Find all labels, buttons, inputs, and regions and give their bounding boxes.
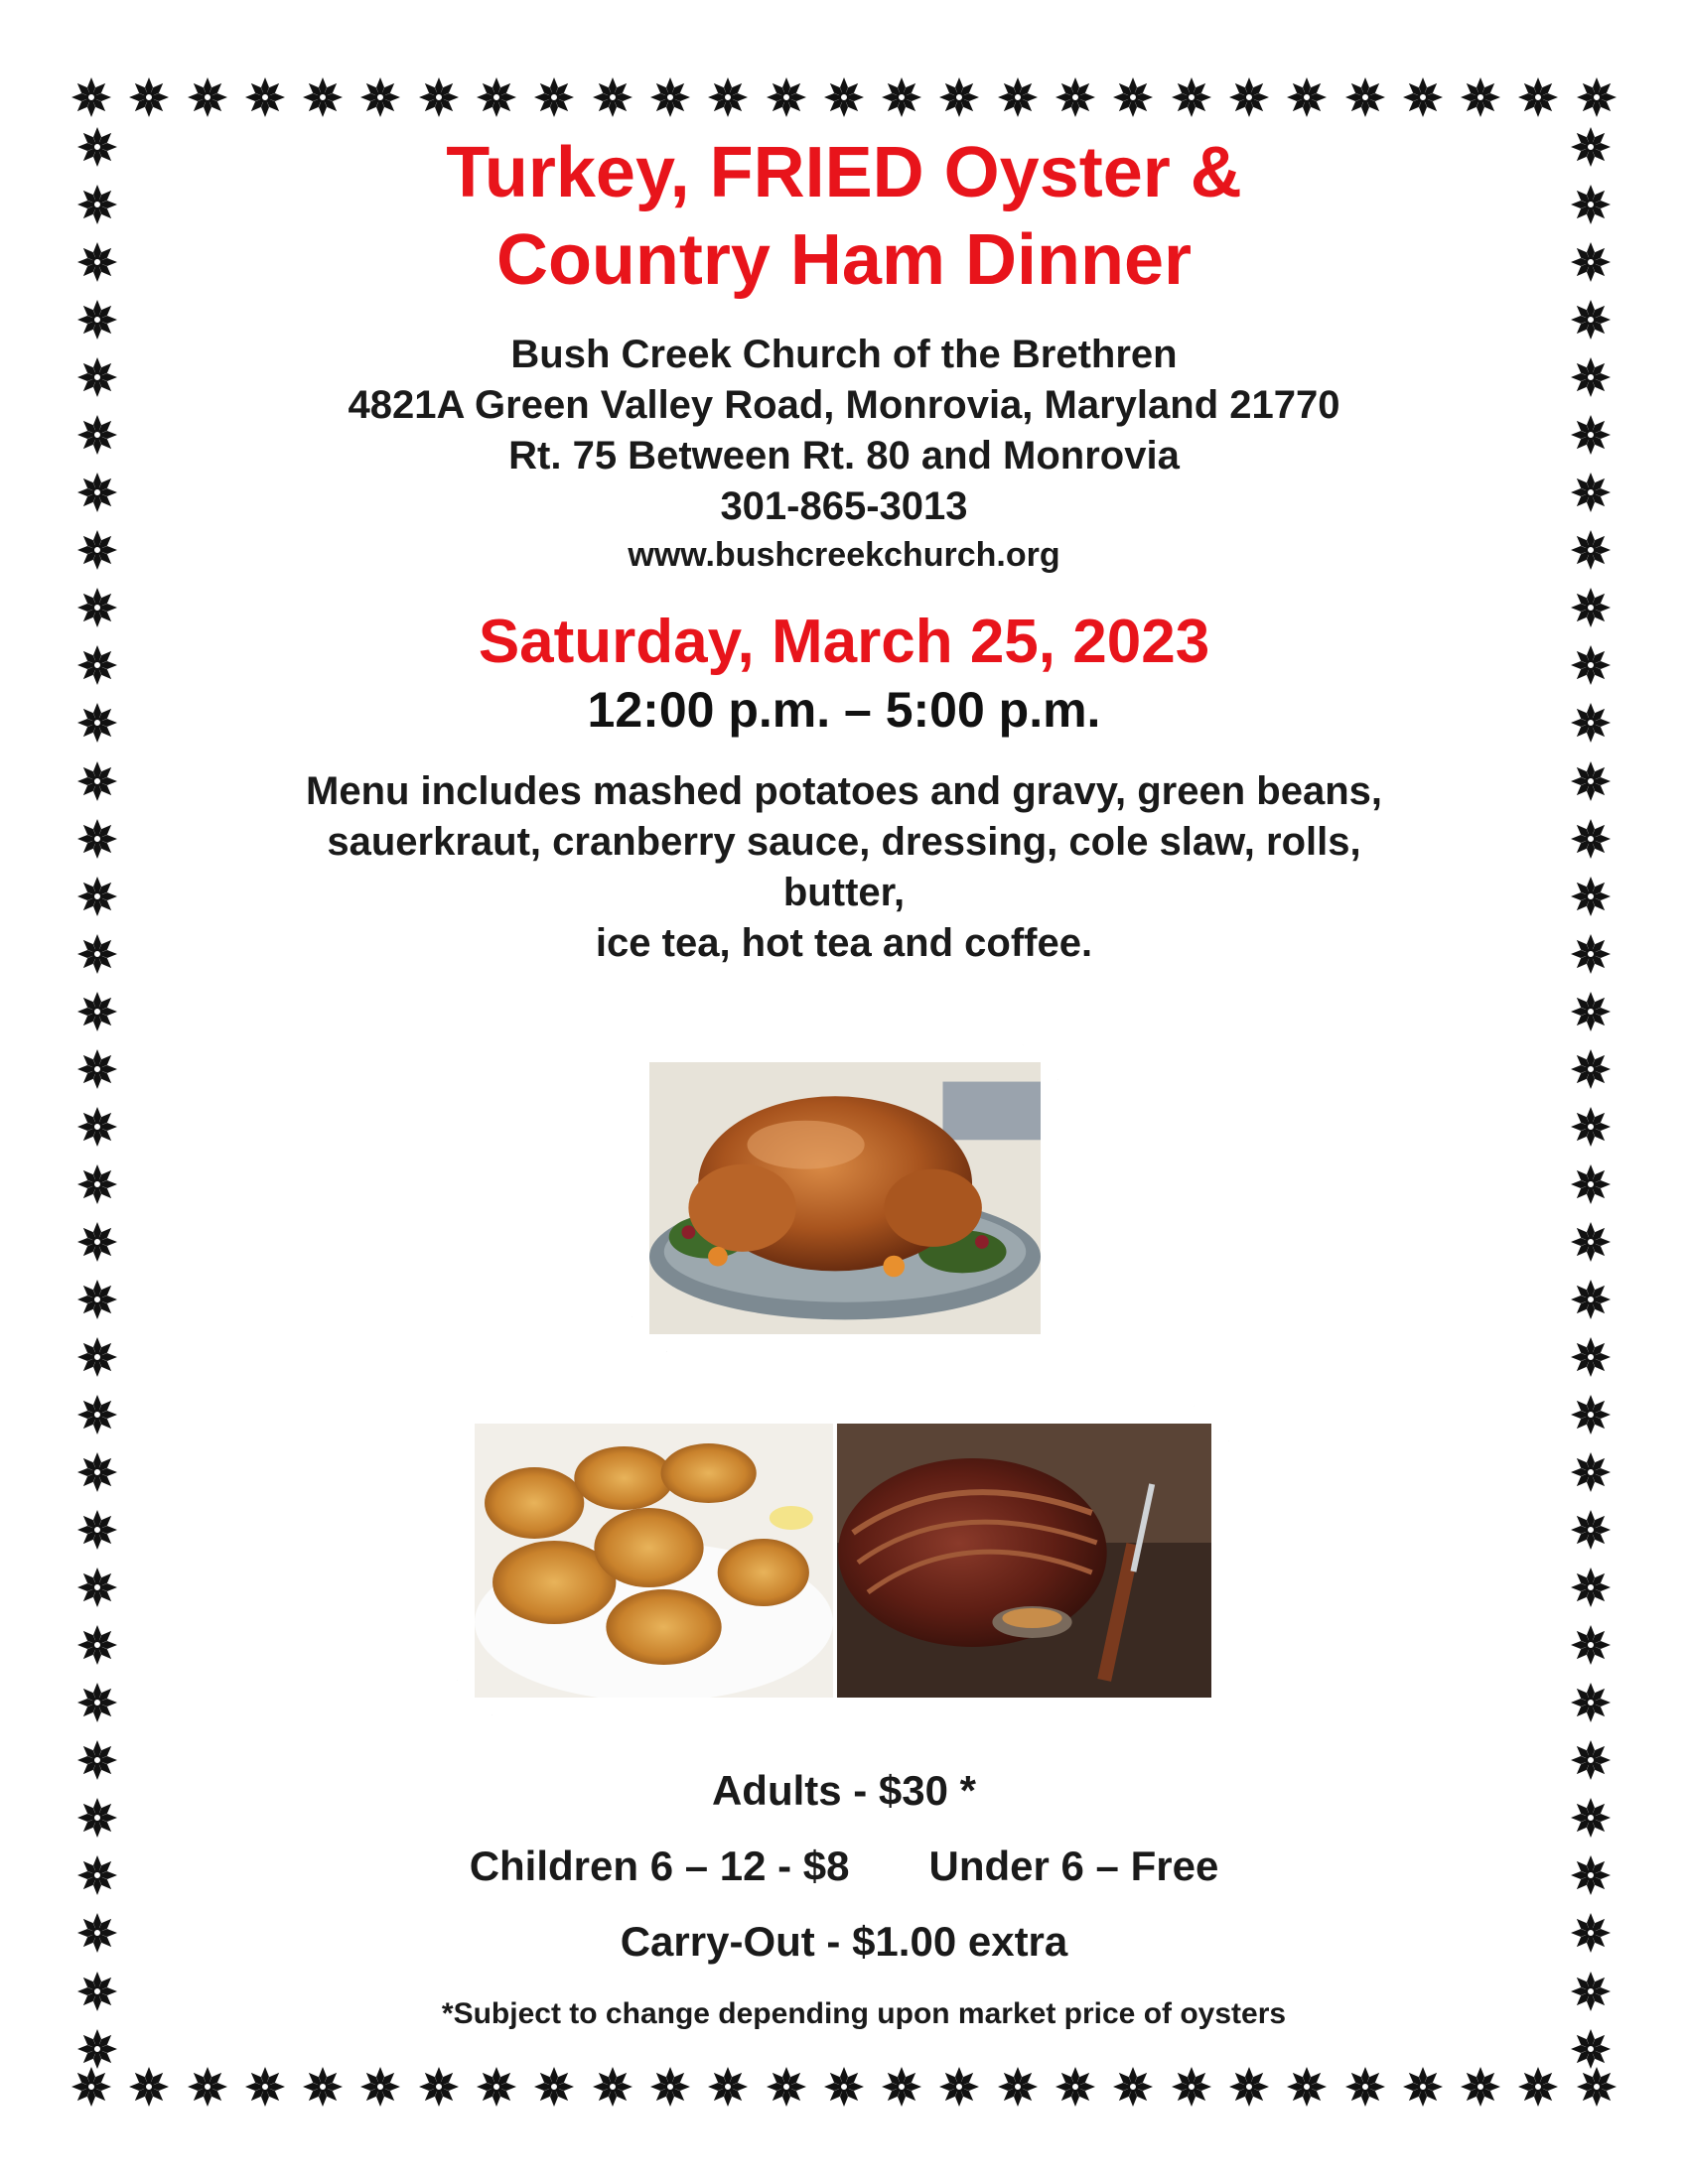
menu-line-2: sauerkraut, cranberry sauce, dressing, cole slaw, rolls, bbox=[327, 820, 1361, 864]
asterisk-flower-icon bbox=[1569, 413, 1613, 457]
asterisk-flower-icon bbox=[591, 2065, 634, 2109]
asterisk-flower-icon bbox=[75, 2027, 119, 2071]
asterisk-flower-icon bbox=[532, 75, 576, 119]
asterisk-flower-icon bbox=[591, 75, 634, 119]
asterisk-flower-icon bbox=[880, 2065, 923, 2109]
asterisk-flower-icon bbox=[1569, 298, 1613, 341]
price-carry-out: Carry-Out - $1.00 extra bbox=[620, 1918, 1068, 1965]
asterisk-flower-icon bbox=[358, 75, 402, 119]
asterisk-flower-icon bbox=[1569, 1105, 1613, 1149]
asterisk-flower-icon bbox=[880, 75, 923, 119]
asterisk-flower-icon bbox=[822, 2065, 866, 2109]
asterisk-flower-icon bbox=[765, 2065, 808, 2109]
title-line-1: Turkey, FRIED Oyster & bbox=[446, 133, 1242, 212]
asterisk-flower-icon bbox=[75, 759, 119, 803]
asterisk-flower-icon bbox=[1569, 1681, 1613, 1724]
asterisk-flower-icon bbox=[75, 1335, 119, 1379]
oyster-ham-photo bbox=[457, 1406, 1229, 1715]
asterisk-flower-icon bbox=[1516, 2065, 1560, 2109]
asterisk-flower-icon bbox=[75, 471, 119, 514]
asterisk-flower-icon bbox=[1569, 183, 1613, 226]
asterisk-flower-icon bbox=[1516, 75, 1560, 119]
asterisk-flower-icon bbox=[1569, 586, 1613, 629]
asterisk-flower-icon bbox=[1054, 2065, 1097, 2109]
asterisk-flower-icon bbox=[1569, 817, 1613, 861]
church-name: Bush Creek Church of the Brethren bbox=[510, 333, 1178, 376]
asterisk-flower-icon bbox=[1569, 240, 1613, 284]
asterisk-flower-icon bbox=[1569, 1566, 1613, 1609]
asterisk-flower-icon bbox=[186, 75, 229, 119]
asterisk-flower-icon bbox=[75, 586, 119, 629]
asterisk-flower-icon bbox=[75, 1220, 119, 1264]
address: 4821A Green Valley Road, Monrovia, Maryland 21770 bbox=[348, 383, 1340, 427]
asterisk-flower-icon bbox=[75, 1508, 119, 1552]
phone: 301-865-3013 bbox=[720, 484, 968, 528]
asterisk-flower-icon bbox=[937, 2065, 981, 2109]
asterisk-flower-icon bbox=[1569, 1335, 1613, 1379]
asterisk-flower-icon bbox=[75, 1566, 119, 1609]
asterisk-flower-icon bbox=[1227, 75, 1271, 119]
asterisk-flower-icon bbox=[1575, 2065, 1618, 2109]
asterisk-flower-icon bbox=[301, 75, 345, 119]
asterisk-flower-icon bbox=[1569, 1623, 1613, 1667]
asterisk-flower-icon bbox=[1285, 2065, 1329, 2109]
asterisk-flower-icon bbox=[1569, 759, 1613, 803]
asterisk-flower-icon bbox=[301, 2065, 345, 2109]
asterisk-flower-icon bbox=[127, 75, 171, 119]
asterisk-flower-icon bbox=[1401, 75, 1445, 119]
asterisk-flower-icon bbox=[1343, 75, 1387, 119]
asterisk-flower-icon bbox=[937, 75, 981, 119]
asterisk-flower-icon bbox=[75, 817, 119, 861]
asterisk-flower-icon bbox=[417, 75, 461, 119]
border-bottom bbox=[70, 2059, 1618, 2115]
asterisk-flower-icon bbox=[1285, 75, 1329, 119]
directions: Rt. 75 Between Rt. 80 and Monrovia bbox=[508, 434, 1180, 478]
asterisk-flower-icon bbox=[996, 2065, 1040, 2109]
asterisk-flower-icon bbox=[358, 2065, 402, 2109]
asterisk-flower-icon bbox=[75, 1105, 119, 1149]
asterisk-flower-icon bbox=[70, 75, 113, 119]
asterisk-flower-icon bbox=[1569, 1047, 1613, 1091]
asterisk-flower-icon bbox=[417, 2065, 461, 2109]
asterisk-flower-icon bbox=[706, 2065, 750, 2109]
event-time: 12:00 p.m. – 5:00 p.m. bbox=[587, 682, 1101, 738]
asterisk-flower-icon bbox=[1569, 1162, 1613, 1206]
asterisk-flower-icon bbox=[75, 1047, 119, 1091]
asterisk-flower-icon bbox=[75, 125, 119, 169]
asterisk-flower-icon bbox=[1569, 875, 1613, 918]
asterisk-flower-icon bbox=[765, 75, 808, 119]
flyer-content bbox=[149, 129, 1539, 969]
asterisk-flower-icon bbox=[1569, 1450, 1613, 1494]
asterisk-flower-icon bbox=[1111, 2065, 1155, 2109]
asterisk-flower-icon bbox=[648, 75, 692, 119]
asterisk-flower-icon bbox=[1569, 125, 1613, 169]
turkey-photo bbox=[632, 1044, 1058, 1352]
asterisk-flower-icon bbox=[822, 75, 866, 119]
asterisk-flower-icon bbox=[1569, 471, 1613, 514]
asterisk-flower-icon bbox=[75, 1162, 119, 1206]
asterisk-flower-icon bbox=[75, 528, 119, 572]
asterisk-flower-icon bbox=[1227, 2065, 1271, 2109]
asterisk-flower-icon bbox=[1569, 2027, 1613, 2071]
asterisk-flower-icon bbox=[75, 932, 119, 976]
asterisk-flower-icon bbox=[1569, 1220, 1613, 1264]
asterisk-flower-icon bbox=[1170, 75, 1213, 119]
price-adults: Adults - $30 * bbox=[711, 1767, 977, 1814]
asterisk-flower-icon bbox=[75, 701, 119, 745]
asterisk-flower-icon bbox=[1459, 2065, 1502, 2109]
asterisk-flower-icon bbox=[243, 75, 287, 119]
asterisk-flower-icon bbox=[648, 2065, 692, 2109]
asterisk-flower-icon bbox=[1569, 990, 1613, 1033]
asterisk-flower-icon bbox=[1569, 1393, 1613, 1436]
asterisk-flower-icon bbox=[75, 1450, 119, 1494]
asterisk-flower-icon bbox=[75, 298, 119, 341]
asterisk-flower-icon bbox=[1401, 2065, 1445, 2109]
asterisk-flower-icon bbox=[1569, 1508, 1613, 1552]
asterisk-flower-icon bbox=[75, 240, 119, 284]
asterisk-flower-icon bbox=[1569, 701, 1613, 745]
asterisk-flower-icon bbox=[532, 2065, 576, 2109]
asterisk-flower-icon bbox=[1054, 75, 1097, 119]
asterisk-flower-icon bbox=[1569, 528, 1613, 572]
menu-line-3: butter, bbox=[782, 871, 906, 914]
menu-line-4: ice tea, hot tea and coffee. bbox=[595, 921, 1093, 965]
asterisk-flower-icon bbox=[1569, 1278, 1613, 1321]
asterisk-flower-icon bbox=[1575, 75, 1618, 119]
asterisk-flower-icon bbox=[75, 1278, 119, 1321]
asterisk-flower-icon bbox=[186, 2065, 229, 2109]
asterisk-flower-icon bbox=[706, 75, 750, 119]
turkey-image bbox=[649, 1062, 1041, 1334]
website-link[interactable]: www.bushcreekchurch.org bbox=[628, 536, 1060, 574]
asterisk-flower-icon bbox=[475, 75, 518, 119]
price-children: Children 6 – 12 - $8 bbox=[469, 1843, 850, 1889]
border-top bbox=[70, 69, 1618, 125]
asterisk-flower-icon bbox=[75, 355, 119, 399]
price-children-row bbox=[0, 1843, 1688, 1890]
price-under-6: Under 6 – Free bbox=[928, 1843, 1219, 1889]
asterisk-flower-icon bbox=[1170, 2065, 1213, 2109]
asterisk-flower-icon bbox=[75, 875, 119, 918]
asterisk-flower-icon bbox=[75, 1681, 119, 1724]
menu-line-1: Menu includes mashed potatoes and gravy, green beans, bbox=[306, 769, 1382, 813]
asterisk-flower-icon bbox=[1569, 932, 1613, 976]
asterisk-flower-icon bbox=[1569, 355, 1613, 399]
asterisk-flower-icon bbox=[75, 643, 119, 687]
asterisk-flower-icon bbox=[70, 2065, 113, 2109]
asterisk-flower-icon bbox=[75, 183, 119, 226]
asterisk-flower-icon bbox=[1569, 643, 1613, 687]
asterisk-flower-icon bbox=[475, 2065, 518, 2109]
asterisk-flower-icon bbox=[75, 1393, 119, 1436]
asterisk-flower-icon bbox=[1111, 75, 1155, 119]
asterisk-flower-icon bbox=[996, 75, 1040, 119]
asterisk-flower-icon bbox=[127, 2065, 171, 2109]
asterisk-flower-icon bbox=[1459, 75, 1502, 119]
title-line-2: Country Ham Dinner bbox=[495, 220, 1193, 300]
event-date: Saturday, March 25, 2023 bbox=[478, 608, 1210, 676]
asterisk-flower-icon bbox=[1343, 2065, 1387, 2109]
oyster-ham-image bbox=[475, 1424, 1211, 1698]
asterisk-flower-icon bbox=[75, 990, 119, 1033]
asterisk-flower-icon bbox=[75, 413, 119, 457]
asterisk-flower-icon bbox=[75, 1623, 119, 1667]
price-footnote: *Subject to change depending upon market price of oysters bbox=[441, 1997, 1287, 2030]
asterisk-flower-icon bbox=[243, 2065, 287, 2109]
